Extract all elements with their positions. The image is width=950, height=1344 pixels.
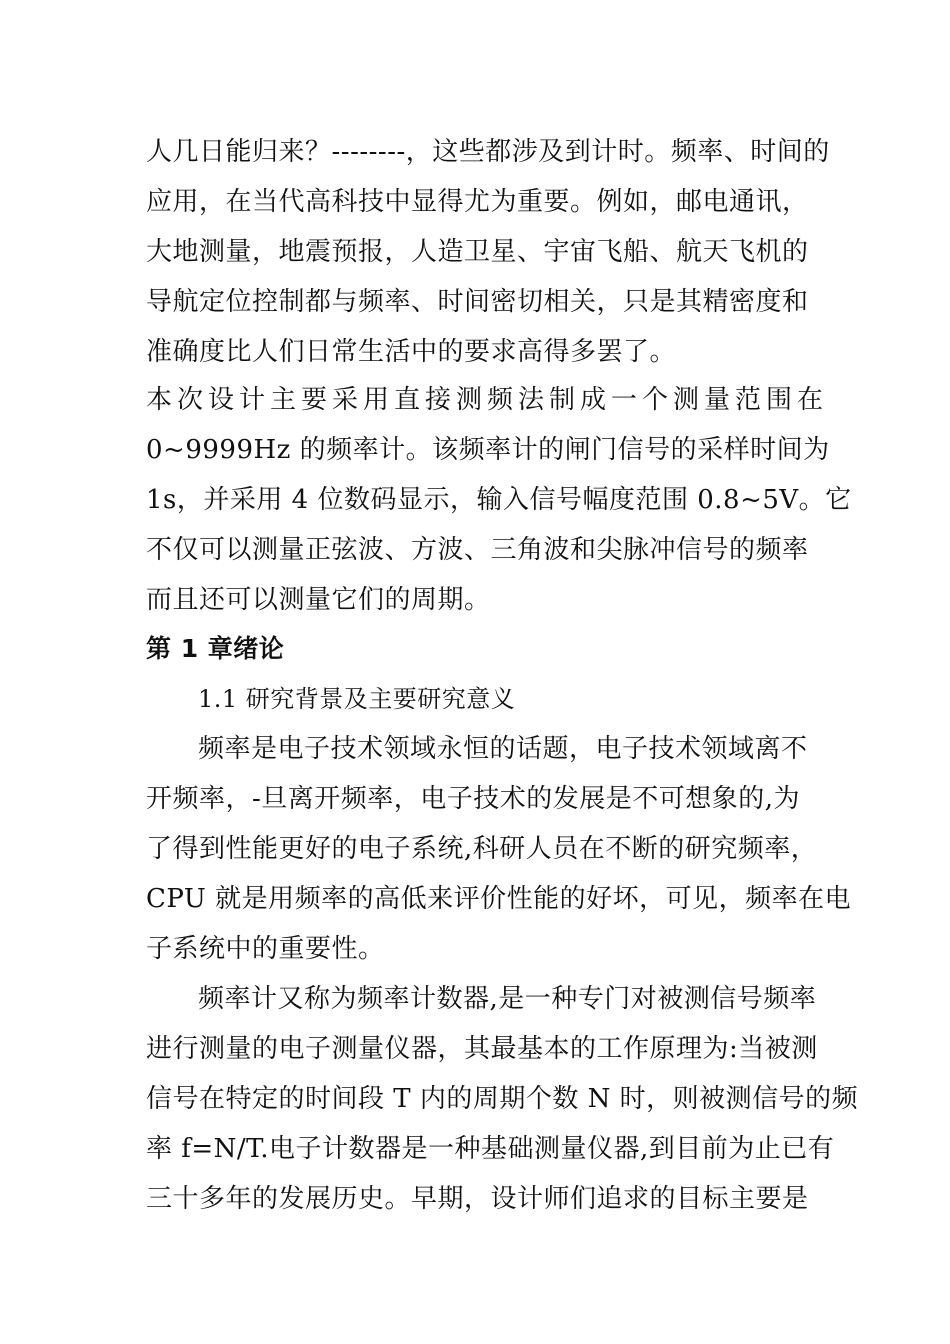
background-line-2: 开频率，-旦离开频率，电子技术的发展是不可想象的,为	[146, 784, 801, 814]
intro-line-5: 准确度比人们日常生活中的要求高得多罢了。	[146, 337, 677, 367]
background-line-3: 了得到性能更好的电子系统,科研人员在不断的研究频率，	[146, 834, 818, 864]
background-line-5: 子系统中的重要性。	[146, 934, 385, 964]
background-line-1: 频率是电子技术领域永恒的话题，电子技术领域离不	[198, 734, 808, 764]
chapter-title: 第 1 章绪论	[146, 634, 285, 663]
design-line-3: 1s，并采用 4 位数码显示，输入信号幅度范围 0.8~5V。它	[146, 485, 852, 515]
design-line-2: 0~9999Hz 的频率计。该频率计的闸门信号的采样时间为	[146, 435, 830, 465]
counter-line-2: 进行测量的电子测量仪器，其最基本的工作原理为:当被测	[146, 1034, 818, 1064]
intro-line-2: 应用，在当代高科技中显得尤为重要。例如，邮电通讯，	[146, 187, 809, 217]
design-line-1: 本次设计主要采用直接测频法制成一个测量范围在	[146, 385, 829, 415]
section-title: 1.1 研究背景及主要研究意义	[198, 685, 516, 713]
intro-line-4: 导航定位控制都与频率、时间密切相关，只是其精密度和	[146, 287, 809, 317]
counter-line-1: 频率计又称为频率计数器,是一种专门对被测信号频率	[198, 984, 817, 1014]
design-line-5: 而且还可以测量它们的周期。	[146, 585, 491, 615]
counter-line-5: 三十多年的发展历史。早期，设计师们追求的目标主要是	[146, 1184, 809, 1214]
intro-line-1: 人几日能归来？--------，这些都涉及到计时。频率、时间的	[146, 137, 830, 167]
intro-line-3: 大地测量，地震预报，人造卫星、宇宙飞船、航天飞机的	[146, 237, 809, 267]
background-line-4: CPU 就是用频率的高低来评价性能的好坏，可见，频率在电	[146, 884, 852, 914]
counter-line-3: 信号在特定的时间段 T 内的周期个数 N 时，则被测信号的频	[146, 1084, 859, 1114]
counter-line-4: 率 f=N/T.电子计数器是一种基础测量仪器,到目前为止已有	[146, 1134, 835, 1164]
design-line-4: 不仅可以测量正弦波、方波、三角波和尖脉冲信号的频率	[146, 535, 809, 565]
